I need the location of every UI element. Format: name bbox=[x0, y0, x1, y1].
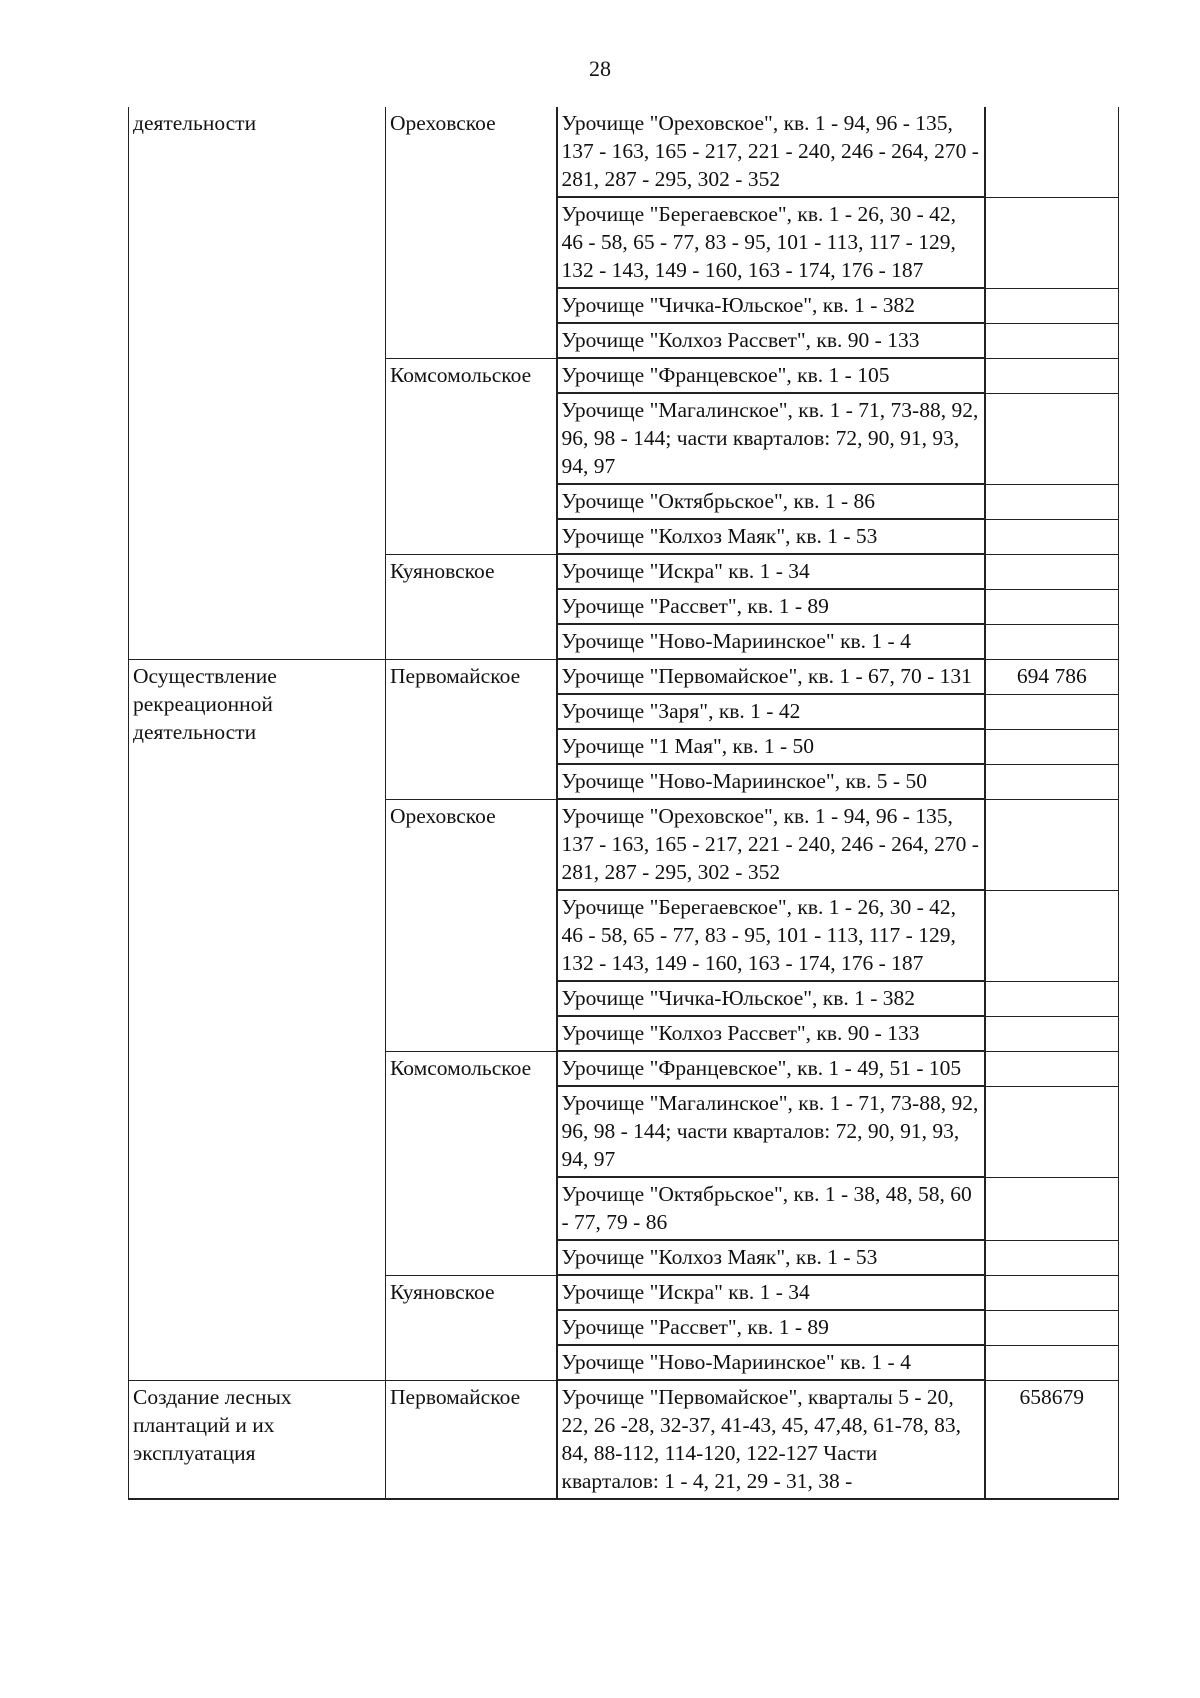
forestry-cell: Куяновское bbox=[386, 554, 557, 659]
area-cell-empty bbox=[985, 484, 1119, 519]
tract-cell: Урочище "Колхоз Маяк", кв. 1 - 53 bbox=[557, 519, 985, 554]
tract-cell: Урочище "Ореховское", кв. 1 - 94, 96 - 135, 137 - 163, 165 - 217, 221 - 240, 246 - 264, 270 - 281, 287 - 295, 302 - 352 bbox=[557, 799, 985, 890]
tract-cell: Урочище "Рассвет", кв. 1 - 89 bbox=[557, 1310, 985, 1345]
area-cell-empty bbox=[985, 890, 1119, 981]
tract-cell: Урочище "Чичка-Юльское", кв. 1 - 382 bbox=[557, 288, 985, 323]
tract-cell: Урочище "Магалинское", кв. 1 - 71, 73-88, 92, 96, 98 - 144; части кварталов: 72, 90, 91, 93, 94, 97 bbox=[557, 393, 985, 484]
activity-cell: Создание лесных плантаций и их эксплуатация bbox=[129, 1380, 386, 1499]
area-cell-empty bbox=[985, 197, 1119, 288]
tract-cell: Урочище "Искра" кв. 1 - 34 bbox=[557, 1275, 985, 1310]
tract-cell: Урочище "Первомайское", кварталы 5 - 20, 22, 26 -28, 32-37, 41-43, 45, 47,48, 61-78, 83, 84, 88-112, 114-120, 122-127 Части кварталов: 1 - 4, 21, 29 - 31, 38 - bbox=[557, 1380, 985, 1499]
area-cell-empty bbox=[985, 1345, 1119, 1380]
tract-cell: Урочище "Ново-Мариинское", кв. 5 - 50 bbox=[557, 764, 985, 799]
area-cell-empty bbox=[985, 589, 1119, 624]
tract-cell: Урочище "Магалинское", кв. 1 - 71, 73-88, 92, 96, 98 - 144; части кварталов: 72, 90, 91, 93, 94, 97 bbox=[557, 1086, 985, 1177]
area-cell-empty bbox=[985, 624, 1119, 659]
area-cell-empty bbox=[985, 729, 1119, 764]
table-row bbox=[129, 659, 1119, 694]
forestry-cell: Комсомольское bbox=[386, 1051, 557, 1275]
forestry-cell: Комсомольское bbox=[386, 358, 557, 554]
forestry-cell: Ореховское bbox=[386, 799, 557, 1051]
tract-cell: Урочище "Искра" кв. 1 - 34 bbox=[557, 554, 985, 589]
area-cell-empty bbox=[985, 1240, 1119, 1275]
tract-cell: Урочище "Октябрьское", кв. 1 - 38, 48, 58, 60 - 77, 79 - 86 bbox=[557, 1177, 985, 1240]
tract-cell: Урочище "Колхоз Рассвет", кв. 90 - 133 bbox=[557, 323, 985, 358]
tract-cell: Урочище "Берегаевское", кв. 1 - 26, 30 - 42, 46 - 58, 65 - 77, 83 - 95, 101 - 113, 117 - 129, 132 - 143, 149 - 160, 163 - 174, 176 - 187 bbox=[557, 197, 985, 288]
tract-cell: Урочище "Октябрьское", кв. 1 - 86 bbox=[557, 484, 985, 519]
area-cell-empty bbox=[985, 981, 1119, 1016]
activity-cell: Осуществление рекреационной деятельности bbox=[129, 659, 386, 1380]
forestry-cell: Первомайское bbox=[386, 659, 557, 799]
area-cell: 694 786 bbox=[985, 659, 1119, 694]
forestry-cell: Куяновское bbox=[386, 1275, 557, 1380]
tract-cell: Урочище "1 Мая", кв. 1 - 50 bbox=[557, 729, 985, 764]
tract-cell: Урочище "Францевское", кв. 1 - 105 bbox=[557, 358, 985, 393]
tract-cell: Урочище "Ново-Мариинское" кв. 1 - 4 bbox=[557, 624, 985, 659]
area-cell-empty bbox=[985, 1086, 1119, 1177]
area-cell-empty bbox=[985, 1177, 1119, 1240]
area-cell-empty bbox=[985, 799, 1119, 890]
tract-cell: Урочище "Первомайское", кв. 1 - 67, 70 - 131 bbox=[557, 659, 985, 694]
area-cell-empty bbox=[985, 288, 1119, 323]
page-number: 28 bbox=[589, 56, 611, 81]
tract-cell: Урочище "Ново-Мариинское" кв. 1 - 4 bbox=[557, 1345, 985, 1380]
forestry-cell: Первомайское bbox=[386, 1380, 557, 1499]
activity-cell: деятельности bbox=[129, 107, 386, 659]
forestry-cell: Ореховское bbox=[386, 107, 557, 358]
tract-cell: Урочище "Ореховское", кв. 1 - 94, 96 - 135, 137 - 163, 165 - 217, 221 - 240, 246 - 264, 270 - 281, 287 - 295, 302 - 352 bbox=[557, 107, 985, 197]
area-cell-empty bbox=[985, 554, 1119, 589]
area-cell-empty bbox=[985, 1016, 1119, 1051]
area-cell-empty bbox=[985, 1275, 1119, 1310]
area-cell-empty bbox=[985, 519, 1119, 554]
tract-cell: Урочище "Колхоз Маяк", кв. 1 - 53 bbox=[557, 1240, 985, 1275]
area-cell-empty bbox=[985, 1051, 1119, 1086]
tract-cell: Урочище "Берегаевское", кв. 1 - 26, 30 - 42, 46 - 58, 65 - 77, 83 - 95, 101 - 113, 117 - 129, 132 - 143, 149 - 160, 163 - 174, 176 - 187 bbox=[557, 890, 985, 981]
tract-cell: Урочище "Чичка-Юльское", кв. 1 - 382 bbox=[557, 981, 985, 1016]
tract-cell: Урочище "Францевское", кв. 1 - 49, 51 - 105 bbox=[557, 1051, 985, 1086]
area-cell-empty bbox=[985, 1310, 1119, 1345]
tract-cell: Урочище "Колхоз Рассвет", кв. 90 - 133 bbox=[557, 1016, 985, 1051]
area-cell-empty bbox=[985, 358, 1119, 393]
tract-cell: Урочище "Рассвет", кв. 1 - 89 bbox=[557, 589, 985, 624]
area-cell-empty bbox=[985, 694, 1119, 729]
table-row bbox=[129, 107, 1119, 197]
area-cell: 658679 bbox=[985, 1380, 1119, 1499]
table-row bbox=[129, 1380, 1119, 1499]
forest-use-table bbox=[128, 107, 1119, 1500]
area-cell-empty bbox=[985, 764, 1119, 799]
area-cell bbox=[985, 107, 1119, 197]
tract-cell: Урочище "Заря", кв. 1 - 42 bbox=[557, 694, 985, 729]
area-cell-empty bbox=[985, 323, 1119, 358]
table-body bbox=[129, 107, 1119, 1499]
area-cell-empty bbox=[985, 393, 1119, 484]
